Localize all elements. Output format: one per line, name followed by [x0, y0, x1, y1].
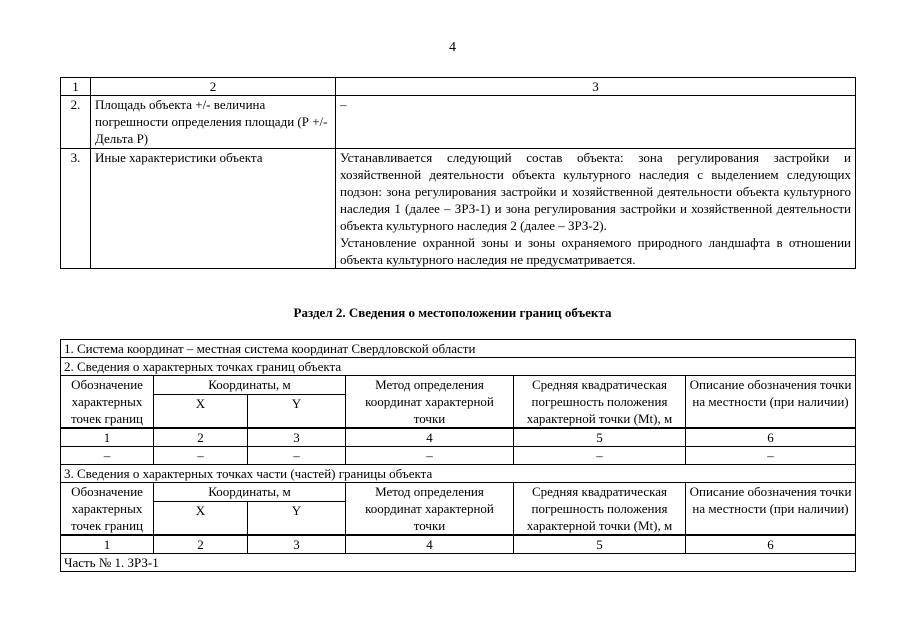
row-name: Площадь объекта +/- величина погрешности определения площади (Р +/- Дельта Р): [91, 96, 336, 149]
error-header: Средняя квадратическая погрешность положения характерной точки (Mt), м: [514, 376, 686, 429]
table-row: [61, 554, 856, 572]
table-row: [61, 149, 856, 269]
coordinates-header: Координаты, м: [154, 483, 346, 502]
table-row: [61, 96, 856, 149]
designation-header: Обозначение характерных точек границ: [61, 483, 154, 536]
row-value: [336, 149, 856, 269]
description-header: Описание обозначения точки на местности (при наличии): [686, 376, 856, 429]
designation-header: Обозначение характерных точек границ: [61, 376, 154, 429]
dash-cell: –: [514, 447, 686, 465]
column-number: 2: [154, 535, 248, 554]
row-value: [336, 96, 856, 149]
table-row: [61, 447, 856, 465]
column-number: 1: [61, 428, 154, 447]
column-number: 6: [686, 428, 856, 447]
method-header: Метод определения координат характерной точки: [346, 376, 514, 429]
section-part-points-row: 3. Сведения о характерных точках части (частей) границы объекта: [61, 465, 856, 483]
coord-system-row: 1. Система координат – местная система координат Свердловской области: [61, 340, 856, 358]
table-header-row: [61, 78, 856, 96]
column-number: 6: [686, 535, 856, 554]
column-number: 1: [61, 535, 154, 554]
header-cell: 3: [336, 78, 856, 96]
section-points-row: 2. Сведения о характерных точках границ объекта: [61, 358, 856, 376]
dash-cell: –: [346, 447, 514, 465]
column-number-row: [61, 535, 856, 554]
section-title: Раздел 2. Сведения о местоположении границ объекта: [293, 305, 612, 320]
column-number-row: [61, 428, 856, 447]
x-header: X: [154, 394, 248, 428]
description-header: Описание обозначения точки на местности (при наличии): [686, 483, 856, 536]
method-header: Метод определения координат характерной точки: [346, 483, 514, 536]
value-paragraph: –: [340, 97, 347, 112]
y-header: Y: [248, 501, 346, 535]
coordinates-header: Координаты, м: [154, 376, 346, 395]
row-number: 2.: [61, 96, 91, 149]
dash-cell: –: [248, 447, 346, 465]
column-number: 4: [346, 428, 514, 447]
table-row: [61, 340, 856, 358]
header-cell: 1: [61, 78, 91, 96]
part-label-row: Часть № 1. ЗРЗ-1: [61, 554, 856, 572]
table-row: [61, 358, 856, 376]
value-paragraph: Устанавливается следующий состав объекта: зона регулирования застройки и хозяйственной деятельности объекта культурного наследия с выделением следующих подзон: зона регулирования застройки и хозяйственной деятельности объекта культурного наследия 1 (далее – ЗРЗ-1) и зона регулирования застройки и хозяйственной деятельности объекта культурного наследия 2 (далее – ЗРЗ-2).: [340, 150, 851, 233]
object-characteristics-table: [60, 77, 856, 269]
table-row: [61, 465, 856, 483]
column-number: 5: [514, 428, 686, 447]
page-number: 4: [449, 40, 456, 55]
dash-cell: –: [686, 447, 856, 465]
header-cell: 2: [91, 78, 336, 96]
dash-cell: –: [61, 447, 154, 465]
row-name: Иные характеристики объекта: [91, 149, 336, 269]
boundary-coordinates-table: [60, 339, 856, 572]
column-number: 4: [346, 535, 514, 554]
column-number: 3: [248, 535, 346, 554]
y-header: Y: [248, 394, 346, 428]
column-number: 3: [248, 428, 346, 447]
error-header: Средняя квадратическая погрешность положения характерной точки (Mt), м: [514, 483, 686, 536]
table-header-row: [61, 483, 856, 502]
dash-cell: –: [154, 447, 248, 465]
value-paragraph: Установление охранной зоны и зоны охраняемого природного ландшафта в отношении объекта культурного наследия не предусматривается.: [340, 235, 851, 267]
column-number: 2: [154, 428, 248, 447]
x-header: X: [154, 501, 248, 535]
table-header-row: [61, 376, 856, 395]
row-number: 3.: [61, 149, 91, 269]
column-number: 5: [514, 535, 686, 554]
